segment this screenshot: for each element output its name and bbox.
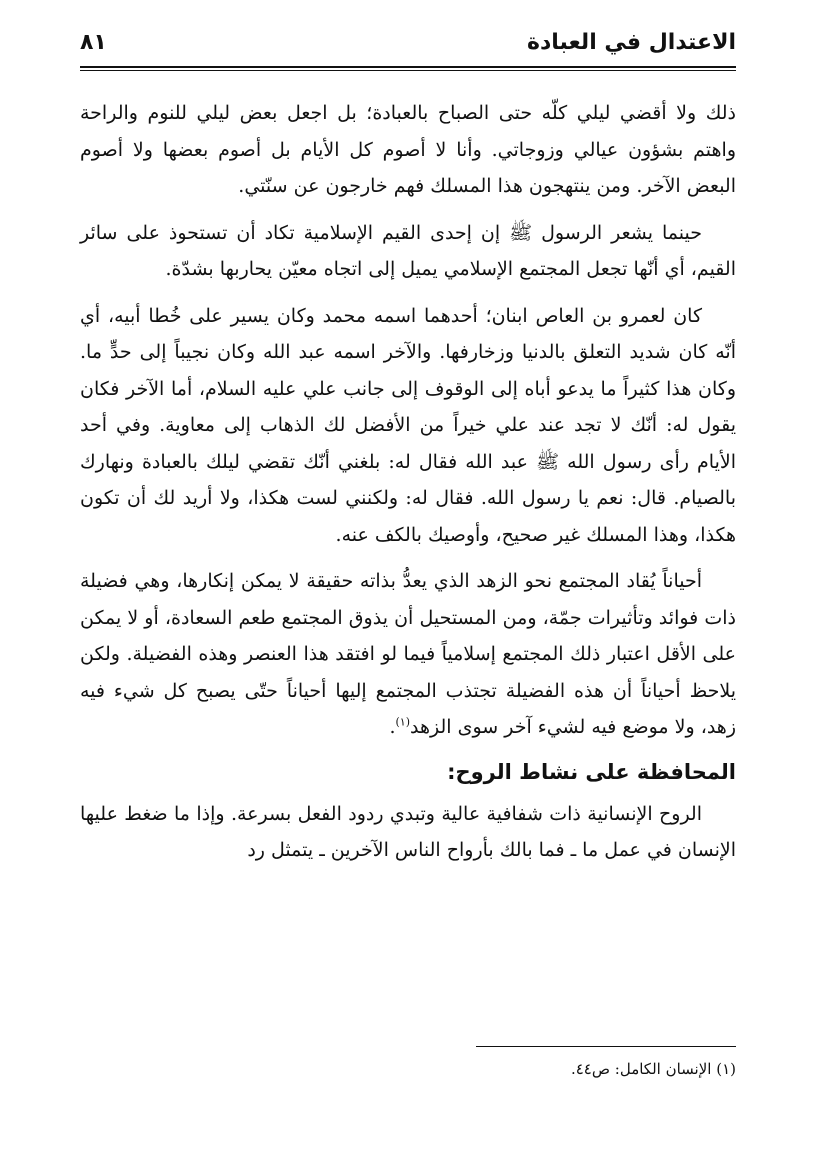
paragraph-4-end: . — [389, 716, 396, 738]
footnote-marker: (١) — [395, 715, 410, 729]
paragraph-4 — [80, 563, 736, 746]
footnote: (١) الإنسان الكامل: ص٤٤. — [570, 1060, 736, 1078]
section-heading: المحافظة على نشاط الروح: — [447, 759, 736, 784]
header-rule — [80, 66, 736, 71]
paragraph-4-text: أحياناً يُقاد المجتمع نحو الزهد الذي يعدُّ بذاته حقيقة لا يمكن إنكارها، وهي فضيلة ذات فوائد وتأثيرات جمّة، ومن المستحيل أن يذوق المجتمع طعم السعادة، أو لا يمكن على الأقل اعتبار ذلك المجتمع إسلامياً فيما لو افتقد هذا العنصر وهذه الفضيلة. ولكن يلاحظ أحياناً أن هذه الفضيلة تجتذب المجتمع إليها أحياناً حتّى يصبح كل شيء فيه زهد، ولا موضع فيه لشيء آخر سوى الزهد — [80, 570, 736, 738]
page-header — [80, 24, 736, 64]
body-text — [80, 95, 736, 869]
book-page — [80, 24, 736, 1134]
paragraph-1: ذلك ولا أقضي ليلي كلّه حتى الصباح بالعبادة؛ بل اجعل بعض ليلي للنوم والراحة واهتم بشؤون عيالي وزوجاتي. وأنا لا أصوم كل الأيام بل أصوم بعضها ولا أصوم البعض الآخر. ومن ينتهجون هذا المسلك فهم خارجون عن سنّتي. — [80, 102, 736, 197]
paragraph-3: كان لعمرو بن العاص ابنان؛ أحدهما اسمه محمد وكان يسير على خُطا أبيه، أي أنّه كان شديد التعلق بالدنيا وزخارفها. والآخر اسمه عبد الله وكان نجيباً إلى حدٍّ ما. وكان هذا كثيراً ما يدعو أباه إلى الوقوف إلى جانب علي عليه السلام، أما الآخر فكان يقول له: أنّك لا تجد عند علي خيراً من الأفضل لك الذهاب إلى معاوية. وفي أحد الأيام رأى رسول الله ﷺ عبد الله فقال له: بلغني أنّك تقضي ليلك بالعبادة ونهارك بالصيام. قال: نعم يا رسول الله. فقال له: ولكنني لست هكذا، ولا أريد لك أن تكون هكذا، وهذا المسلك غير صحيح، وأوصيك بالكف عنه. — [80, 304, 736, 546]
page-number: ٨١ — [80, 30, 107, 55]
paragraph-2: حينما يشعر الرسول ﷺ إن إحدى القيم الإسلامية تكاد أن تستحوذ على سائر القيم، أي أنّها تجعل المجتمع الإسلامي يميل إلى اتجاه معيّن يحاربها بشدّة. — [80, 221, 736, 280]
footnote-rule — [476, 1046, 736, 1047]
paragraph-5: الروح الإنسانية ذات شفافية عالية وتبدي ردود الفعل بسرعة. وإذا ما ضغط عليها الإنسان في عمل ما ـ فما بالك بأرواح الناس الآخرين ـ يتمثل رد — [80, 802, 736, 861]
running-title: الاعتدال في العبادة — [527, 30, 736, 55]
